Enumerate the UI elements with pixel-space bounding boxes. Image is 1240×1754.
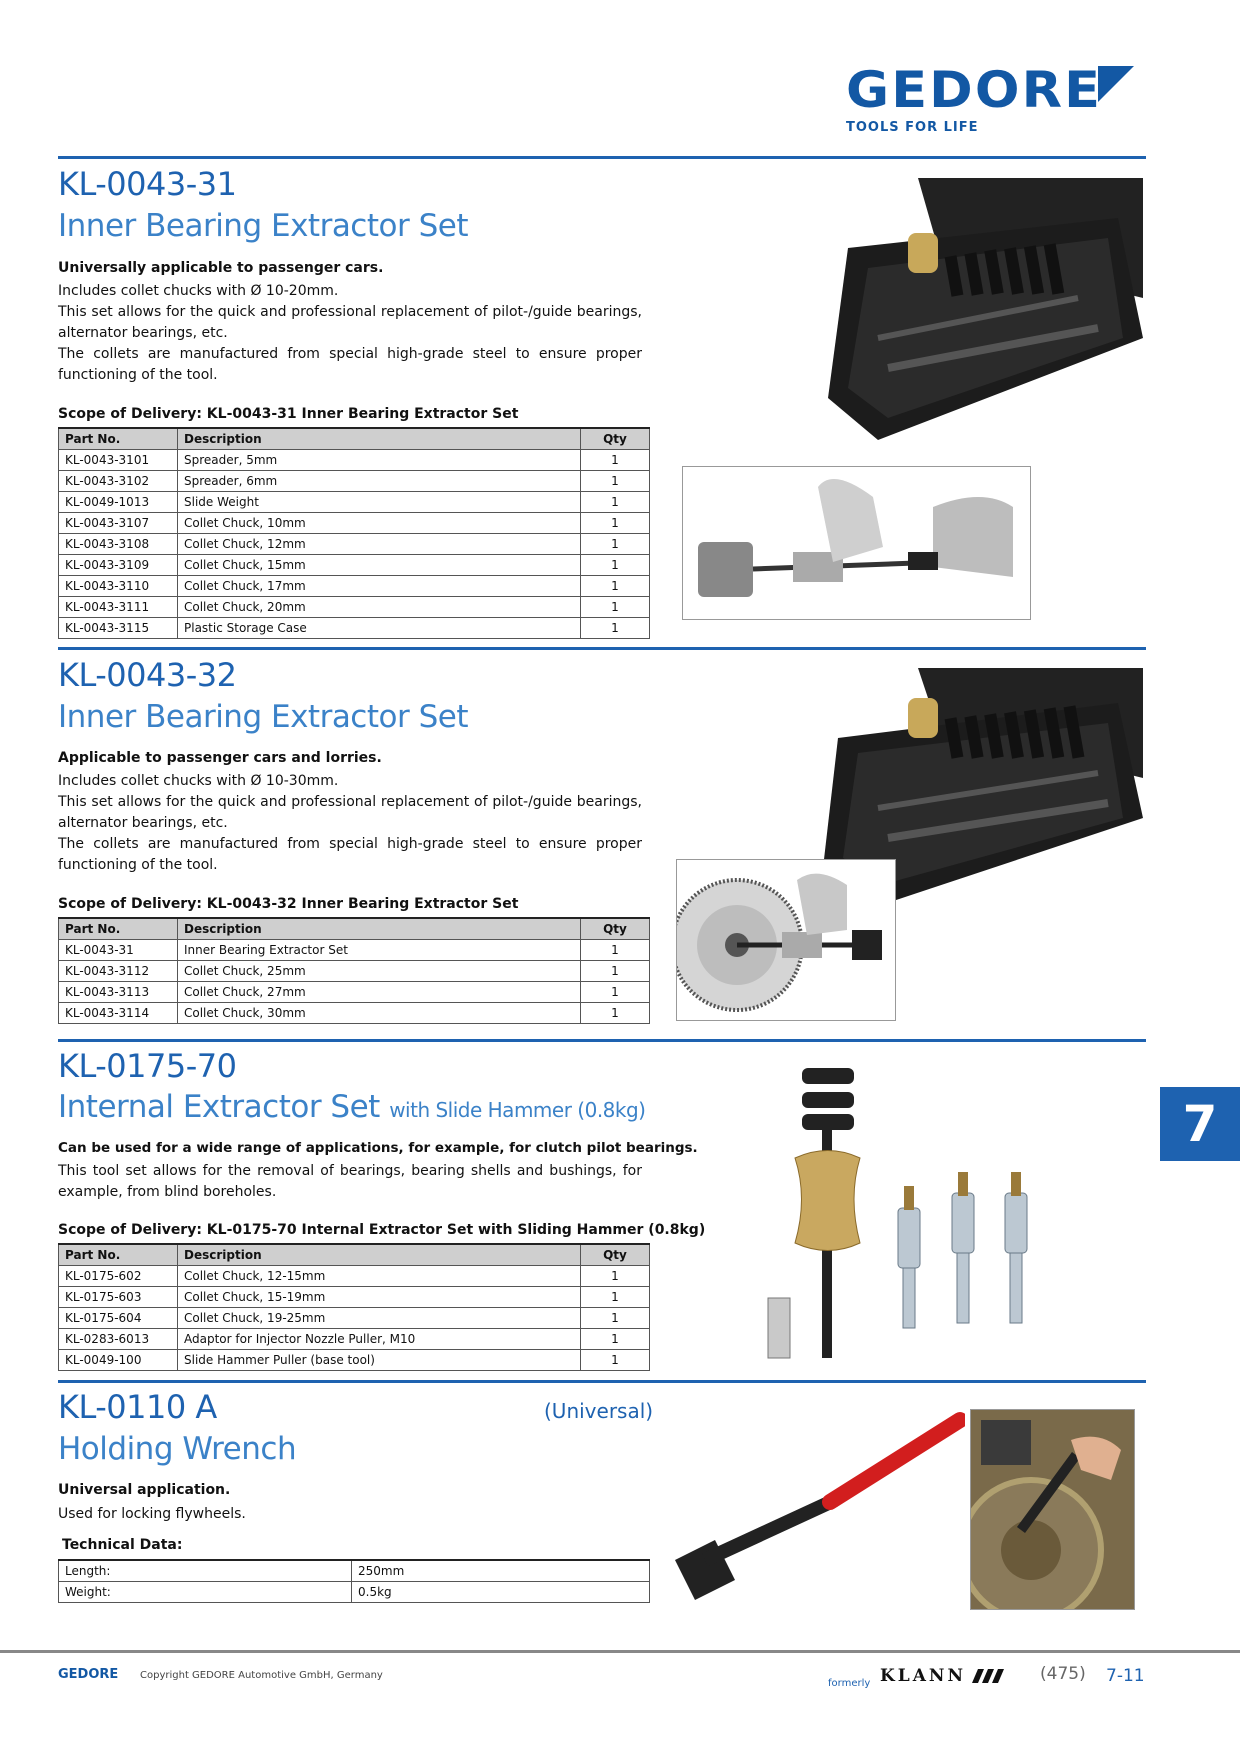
description-cell: Spreader, 6mm — [178, 471, 581, 492]
table-row — [59, 513, 650, 534]
footer-page-number: 7-11 — [1106, 1666, 1145, 1686]
column-header: Qty — [581, 918, 650, 940]
table-row — [59, 1560, 650, 1582]
table-row — [59, 618, 650, 639]
tech-label: Length: — [59, 1560, 352, 1582]
footer-copyright: Copyright GEDORE Automotive GmbH, Germany — [140, 1670, 383, 1681]
tech-data-table — [58, 1559, 650, 1603]
table-row — [59, 1329, 650, 1350]
paragraph: This set allows for the quick and professional replacement of pilot-/guide bearings, alternator bearings, etc. — [58, 794, 642, 831]
part-number-cell: KL-0175-602 — [59, 1266, 178, 1287]
part-number-cell: KL-0043-3102 — [59, 471, 178, 492]
paragraph: Includes collet chucks with Ø 10-30mm. — [58, 773, 339, 789]
part-number-cell: KL-0043-3115 — [59, 618, 178, 639]
part-number-cell: KL-0043-3110 — [59, 576, 178, 597]
parts-table — [58, 427, 650, 639]
product-photo-slide-hammer — [760, 1068, 1040, 1368]
table-row — [59, 534, 650, 555]
description-cell: Collet Chuck, 15-19mm — [178, 1287, 581, 1308]
qty-cell: 1 — [581, 618, 650, 639]
column-header: Part No. — [59, 428, 178, 450]
section-divider — [58, 647, 1146, 650]
section-description — [58, 1504, 642, 1525]
paragraph: Used for locking flywheels. — [58, 1506, 246, 1522]
qty-cell: 1 — [581, 940, 650, 961]
qty-cell: 1 — [581, 534, 650, 555]
universal-badge: (Universal) — [544, 1399, 654, 1423]
table-row — [59, 1003, 650, 1024]
product-photo-wrench-usage — [970, 1409, 1135, 1610]
qty-cell: 1 — [581, 1266, 650, 1287]
footer-klann-logo: KLANN — [880, 1666, 966, 1686]
description-cell: Slide Hammer Puller (base tool) — [178, 1350, 581, 1371]
gedore-logo — [846, 60, 1146, 135]
section-part-number: KL-0043-32 — [58, 656, 237, 694]
part-number-cell: KL-0175-604 — [59, 1308, 178, 1329]
paragraph: This tool set allows for the removal of bearings, bearing shells and bushings, for example, from blind boreholes. — [58, 1163, 642, 1200]
qty-cell: 1 — [581, 1329, 650, 1350]
logo-tagline: TOOLS FOR LIFE — [846, 120, 979, 135]
qty-cell: 1 — [581, 492, 650, 513]
part-number-cell: KL-0043-3111 — [59, 597, 178, 618]
column-header: Qty — [581, 428, 650, 450]
part-number-cell: KL-0043-3101 — [59, 450, 178, 471]
parts-table — [58, 1243, 650, 1371]
footer-gedore-logo: GEDORE — [58, 1667, 119, 1682]
column-header: Part No. — [59, 918, 178, 940]
product-photo-holding-wrench — [665, 1400, 965, 1600]
part-number-cell: KL-0049-100 — [59, 1350, 178, 1371]
qty-cell: 1 — [581, 555, 650, 576]
section-description — [58, 1161, 642, 1203]
section-part-number: KL-0175-70 — [58, 1047, 237, 1085]
table-row — [59, 597, 650, 618]
part-number-cell: KL-0043-3112 — [59, 961, 178, 982]
section-divider — [58, 1039, 1146, 1042]
section-title — [58, 1087, 645, 1130]
column-header: Qty — [581, 1244, 650, 1266]
tech-data-heading: Technical Data: — [62, 1537, 183, 1553]
table-row — [59, 961, 650, 982]
table-row — [59, 982, 650, 1003]
qty-cell: 1 — [581, 1003, 650, 1024]
description-cell: Collet Chuck, 10mm — [178, 513, 581, 534]
section-lead: Can be used for a wide range of applications, for example, for clutch pilot bearings. — [58, 1140, 698, 1156]
column-header: Description — [178, 918, 581, 940]
qty-cell: 1 — [581, 513, 650, 534]
qty-cell: 1 — [581, 982, 650, 1003]
qty-cell: 1 — [581, 961, 650, 982]
section-lead: Universal application. — [58, 1482, 231, 1498]
logo-flag-icon — [1098, 66, 1134, 102]
description-cell: Collet Chuck, 12-15mm — [178, 1266, 581, 1287]
part-number-cell: KL-0043-31 — [59, 940, 178, 961]
product-photo-flywheel — [676, 859, 896, 1021]
section-description — [58, 281, 642, 386]
paragraph: This set allows for the quick and professional replacement of pilot-/guide bearings, alternator bearings, etc. — [58, 304, 642, 341]
table-row — [59, 471, 650, 492]
part-number-cell: KL-0043-3113 — [59, 982, 178, 1003]
table-row — [59, 1308, 650, 1329]
table-row — [59, 450, 650, 471]
description-cell: Collet Chuck, 25mm — [178, 961, 581, 982]
table-row — [59, 555, 650, 576]
product-photo-usage — [682, 466, 1031, 620]
section-description — [58, 771, 642, 876]
chapter-tab: 7 — [1160, 1087, 1240, 1161]
part-number-cell: KL-0043-3109 — [59, 555, 178, 576]
description-cell: Collet Chuck, 15mm — [178, 555, 581, 576]
qty-cell: 1 — [581, 576, 650, 597]
tech-value: 0.5kg — [352, 1582, 650, 1603]
section-title-suffix: with Slide Hammer (0.8kg) — [389, 1098, 646, 1122]
section-lead: Applicable to passenger cars and lorries. — [58, 750, 382, 766]
section-part-number: KL-0110 A — [58, 1388, 217, 1426]
section-title: Inner Bearing Extractor Set — [58, 208, 468, 244]
section-title-main: Internal Extractor Set — [58, 1089, 380, 1125]
description-cell: Spreader, 5mm — [178, 450, 581, 471]
table-row — [59, 1287, 650, 1308]
table-row — [59, 940, 650, 961]
column-header: Part No. — [59, 1244, 178, 1266]
part-number-cell: KL-0043-3108 — [59, 534, 178, 555]
description-cell: Collet Chuck, 27mm — [178, 982, 581, 1003]
description-cell: Collet Chuck, 17mm — [178, 576, 581, 597]
klann-stripes-icon — [972, 1668, 1008, 1682]
footer-page-ref: (475) — [1040, 1664, 1086, 1684]
description-cell: Collet Chuck, 20mm — [178, 597, 581, 618]
footer-divider — [0, 1650, 1240, 1653]
scope-heading: Scope of Delivery: KL-0175-70 Internal Extractor Set with Sliding Hammer (0.8kg) — [58, 1222, 706, 1238]
description-cell: Adaptor for Injector Nozzle Puller, M10 — [178, 1329, 581, 1350]
qty-cell: 1 — [581, 597, 650, 618]
table-row — [59, 576, 650, 597]
table-row — [59, 1582, 650, 1603]
product-photo-case — [818, 178, 1143, 440]
part-number-cell: KL-0043-3114 — [59, 1003, 178, 1024]
section-title: Holding Wrench — [58, 1431, 297, 1467]
column-header: Description — [178, 428, 581, 450]
paragraph: Includes collet chucks with Ø 10-20mm. — [58, 283, 339, 299]
table-row — [59, 492, 650, 513]
description-cell: Collet Chuck, 19-25mm — [178, 1308, 581, 1329]
description-cell: Collet Chuck, 30mm — [178, 1003, 581, 1024]
section-divider — [58, 1380, 1146, 1383]
table-row — [59, 1266, 650, 1287]
column-header: Description — [178, 1244, 581, 1266]
description-cell: Collet Chuck, 12mm — [178, 534, 581, 555]
part-number-cell: KL-0283-6013 — [59, 1329, 178, 1350]
tech-value: 250mm — [352, 1560, 650, 1582]
logo-wordmark: GEDORE — [846, 61, 1103, 119]
tech-label: Weight: — [59, 1582, 352, 1603]
paragraph: The collets are manufactured from special high-grade steel to ensure proper functioning of the tool. — [58, 836, 642, 873]
part-number-cell: KL-0049-1013 — [59, 492, 178, 513]
section-lead: Universally applicable to passenger cars. — [58, 260, 384, 276]
qty-cell: 1 — [581, 1287, 650, 1308]
description-cell: Inner Bearing Extractor Set — [178, 940, 581, 961]
section-divider — [58, 156, 1146, 159]
paragraph: The collets are manufactured from special high-grade steel to ensure proper functioning of the tool. — [58, 346, 642, 383]
scope-heading: Scope of Delivery: KL-0043-32 Inner Bearing Extractor Set — [58, 896, 519, 912]
description-cell: Plastic Storage Case — [178, 618, 581, 639]
qty-cell: 1 — [581, 1350, 650, 1371]
qty-cell: 1 — [581, 471, 650, 492]
part-number-cell: KL-0175-603 — [59, 1287, 178, 1308]
parts-table — [58, 917, 650, 1024]
qty-cell: 1 — [581, 1308, 650, 1329]
footer-formerly: formerly — [828, 1678, 871, 1689]
description-cell: Slide Weight — [178, 492, 581, 513]
scope-heading: Scope of Delivery: KL-0043-31 Inner Bearing Extractor Set — [58, 406, 519, 422]
part-number-cell: KL-0043-3107 — [59, 513, 178, 534]
table-row — [59, 1350, 650, 1371]
qty-cell: 1 — [581, 450, 650, 471]
section-part-number: KL-0043-31 — [58, 165, 237, 203]
section-title: Inner Bearing Extractor Set — [58, 699, 468, 735]
